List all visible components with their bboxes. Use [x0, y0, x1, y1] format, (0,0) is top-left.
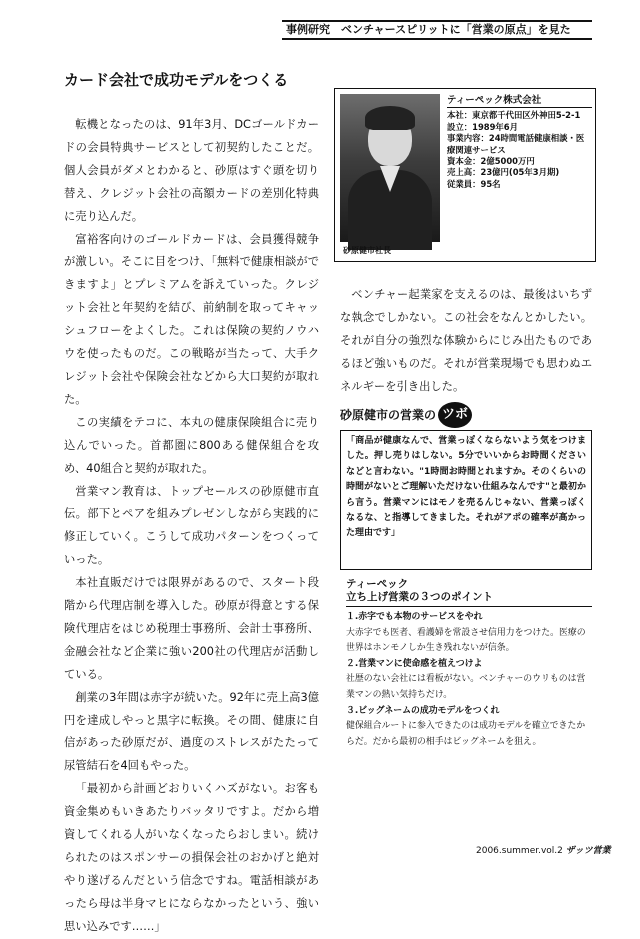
- page-header-bar: [282, 20, 592, 40]
- points-list: [346, 610, 592, 750]
- right-column: [340, 284, 592, 399]
- point-body: 社歴のない会社には看板がない。ベンチャーのウリものは営業マンの熱い気持ちだけ。: [346, 674, 586, 700]
- point-body: 健保組合ルートに参入できたのは成功モデルを確立できたからだ。だから最初の相手はビッグネームを狙え。: [346, 721, 586, 747]
- tips-quote-box: [340, 430, 592, 570]
- paragraph: 創業の3年間は赤字が続いた。92年に売上高3億円を達成しやっと黒字に転換。その間、健康に自信があった砂原だが、過度のストレスがたたって尿管結石を4回もやった。: [64, 690, 319, 773]
- point-body: 大赤字でも医者、看護婦を常設させ信用力をつけた。医療の世界はホンモノしか生き残れないが信条。: [346, 627, 586, 654]
- footer-magazine-name: ザッツ営業: [565, 846, 611, 856]
- tips-quote-text: 「商品が健康なんで、営業っぽくならないよう気をつけました。押し売りはしない。5分でいいからお時間くださいなどと言わない。"1時間お時間とれますか。そのくらいの時間がないとご理解いただけない仕組みなんです"と最初から言う。営業マンにはモノを売るんじゃない、営業っぽくなるな、と指導してきました。それがアポの確率が高かった理由です」: [346, 436, 586, 539]
- profile-line: 売上高：23億円(05年3月期): [447, 167, 560, 178]
- footer-issue: 2006.summer.vol.2: [476, 846, 563, 856]
- company-profile-box: [334, 88, 596, 262]
- point-item: [346, 657, 592, 704]
- profile-line: 資本金：2億5000万円: [447, 156, 535, 167]
- point-heading: ２.営業マンに使命感を植えつけよ: [346, 658, 483, 669]
- paragraph: この実績をテコに、本丸の健康保険組合に売り込んでいった。首都圏に800ある健保組合を攻め、40組合と契約が取れた。: [64, 415, 319, 475]
- article-title: カード会社で成功モデルをつくる: [64, 71, 289, 89]
- paragraph: 「最初から計画どおりいくハズがない。お客も資金集めもいきあたりバッタリですよ。だから増資してくれる人がいなくなったらおしまい。続けられたのはスポンサーの損保会社のおかげと絶対やり遂げるんだという信念ですね。電話相談があったら母は半身マヒにならなかったという、強い思い込みです……」: [64, 782, 319, 933]
- profile-line: 事業内容：24時間電話健康相談・医療関連サービス: [447, 133, 585, 155]
- photo-hair-shape: [365, 106, 415, 130]
- paragraph: 本社直販だけでは限界があるので、スタート段階から代理店制を導入した。砂原が得意とする保険代理店をはじめ税理士事務所、会計士事務所、金融会社など企業に強い200社の代理店が活動している。: [64, 576, 319, 681]
- paragraph: ベンチャー起業家を支えるのは、最後はいちずな執念でしかない。この社会をなんとかしたい。それが自分の強烈な体験からにじみ出たものであるほど強いものだ。それが営業現場でも思わぬエネルギーを引き出した。: [340, 288, 592, 393]
- left-column: [64, 114, 319, 939]
- point-item: [346, 610, 592, 657]
- profile-line: 従業員：95名: [447, 178, 501, 189]
- tips-heading-text: 砂原健市の営業の: [340, 408, 437, 422]
- point-heading: ３.ビッグネームの成功モデルをつくれ: [346, 705, 500, 716]
- points-title: [346, 578, 592, 607]
- profile-line: 本社：東京都千代田区外神田5-2-1: [447, 110, 581, 121]
- tsubo-badge: ツボ: [438, 402, 472, 428]
- profile-line: 設立：1989年6月: [447, 121, 519, 132]
- president-photo: [340, 94, 440, 242]
- paragraph: 転機となったのは、91年3月、DCゴールドカードの会員特典サービスとして初契約したことだ。個人会員がダメとわかると、砂原はすぐ頭を切り替え、クレジット会社の高額カードの差別化特典に売り込んだ。: [64, 118, 319, 223]
- point-heading: １.赤字でも本物のサービスをやれ: [346, 612, 483, 622]
- company-profile-info: [447, 95, 592, 190]
- paragraph: 営業マン教育は、トップセールスの砂原健市直伝。部下とペアを組みプレゼンしながら実践的に修正していく。こうして成功パターンをつくっていった。: [64, 484, 319, 567]
- header-text: 事例研究 ベンチャースピリットに「営業の原点」を見た: [286, 23, 571, 36]
- point-item: [346, 704, 592, 751]
- tips-heading: [340, 402, 592, 428]
- points-title-line1: ティーペック: [346, 578, 409, 590]
- photo-caption: 砂原健市社長: [343, 246, 391, 255]
- paragraph: 富裕客向けのゴールドカードは、会員獲得競争が激しい。そこに目をつけ、「無料で健康相談ができますよ」とプレミアムを訴えていった。クレジット会社と年契約を結び、前納制を取ってキャッシュフローをよくした。これは保険の契約ノウハウを使ったものだ。この戦略が当たって、大手クレジット会社や保険会社などから大口契約が取れた。: [64, 232, 319, 406]
- company-name: ティーペック株式会社: [447, 95, 592, 108]
- points-title-line2: 立ち上げ営業の３つのポイント: [346, 591, 592, 607]
- page-footer: [476, 845, 611, 857]
